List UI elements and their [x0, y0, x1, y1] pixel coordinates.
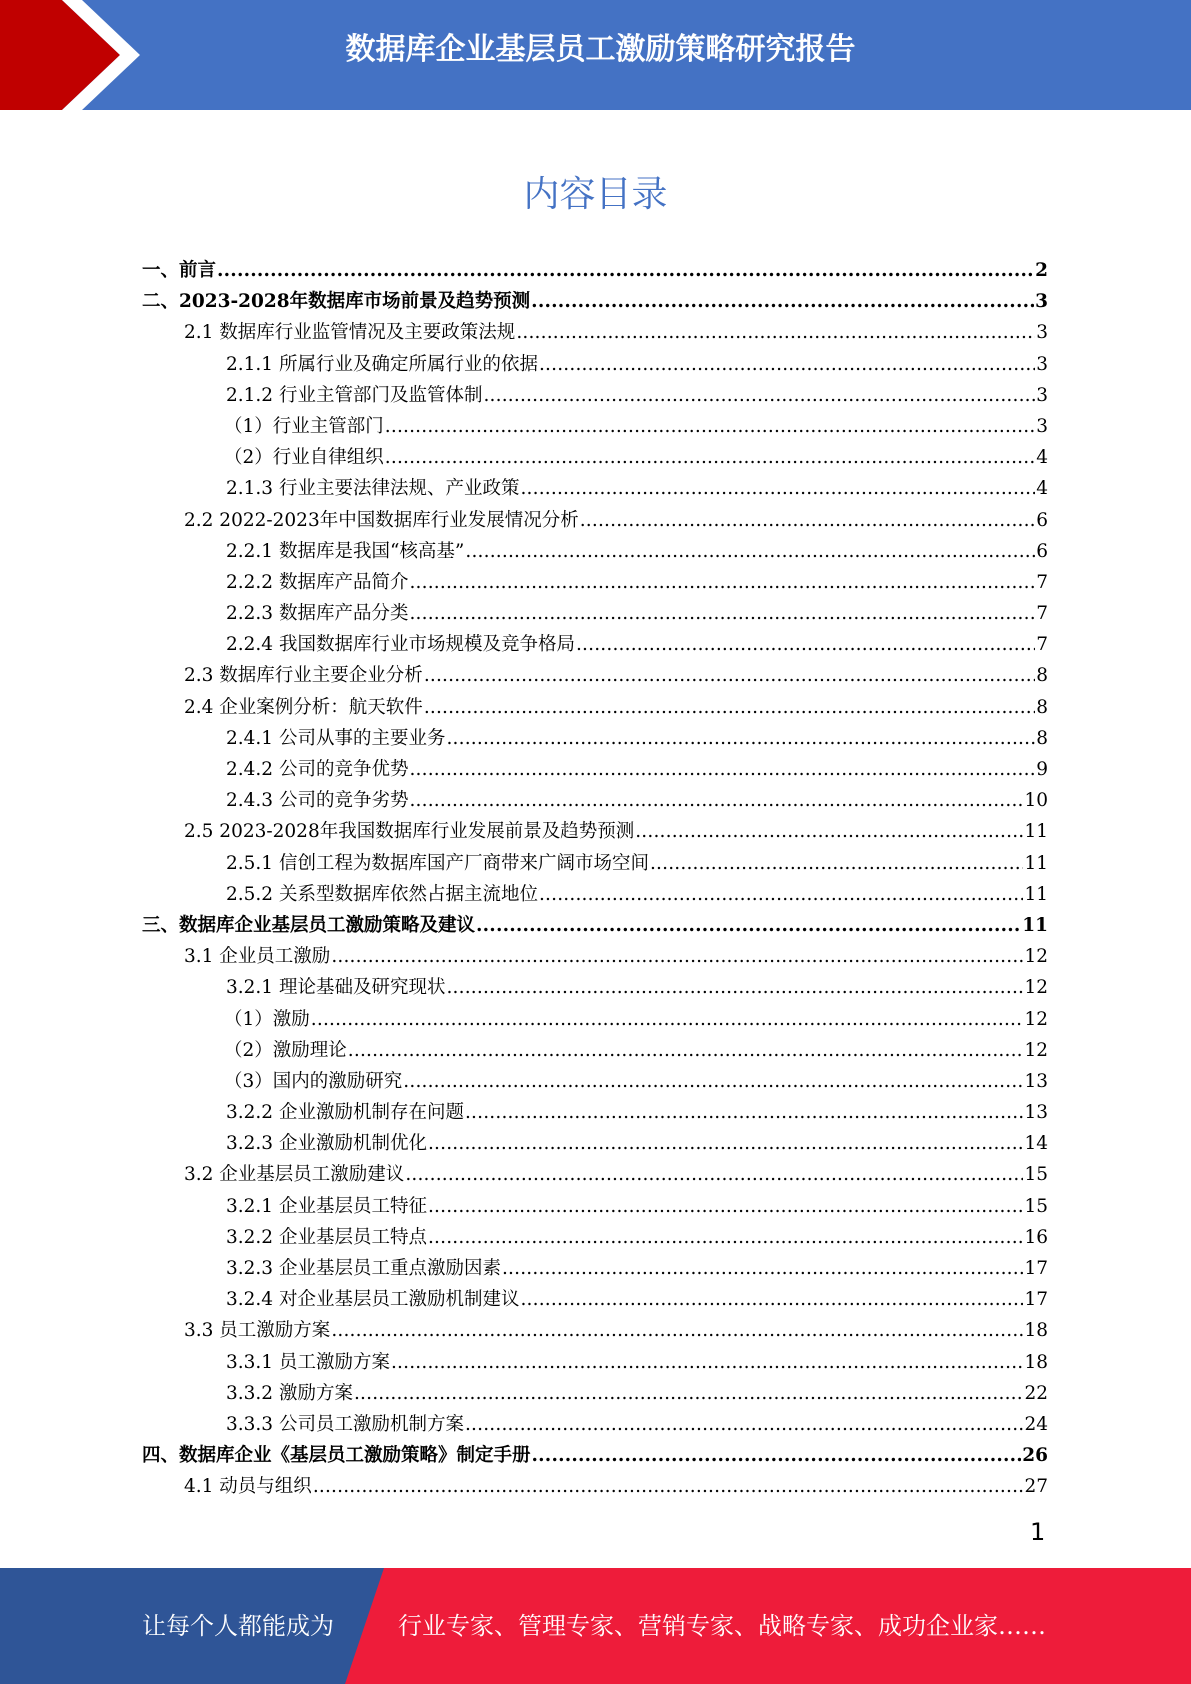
toc-entry[interactable] [142, 880, 1048, 911]
toc-leader-dots [409, 572, 1035, 593]
toc-entry-page: 11 [1024, 883, 1048, 905]
toc-leader-dots [516, 322, 1035, 343]
toc-entry[interactable] [142, 599, 1048, 630]
toc-entry-page: 3 [1035, 291, 1048, 313]
toc-entry-page: 3 [1036, 415, 1048, 437]
toc-entry-label: 2.2.4 我国数据库行业市场规模及竞争格局 [226, 634, 575, 656]
toc-entry-label: 2.4.2 公司的竞争优势 [226, 759, 409, 780]
toc-entry[interactable] [142, 1223, 1048, 1254]
toc-entry-label: 3.2.2 企业激励机制存在问题 [226, 1102, 464, 1124]
toc-entry-page: 8 [1036, 696, 1048, 718]
toc-entry[interactable] [142, 1410, 1048, 1441]
toc-entry[interactable] [142, 256, 1048, 287]
toc-entry-label: 3.2.3 企业基层员工重点激励因素 [226, 1258, 501, 1279]
toc-entry[interactable] [142, 1192, 1048, 1223]
toc-leader-dots [331, 1320, 1023, 1341]
toc-entry-page: 12 [1024, 977, 1048, 999]
page-footer [0, 1568, 1191, 1684]
toc-entry[interactable] [142, 661, 1048, 692]
toc-entry[interactable] [142, 537, 1048, 568]
toc-entry-label: 2.3 数据库行业主要企业分析 [184, 665, 423, 687]
toc-entry-label: 2.1.3 行业主要法律法规、产业政策 [226, 478, 520, 500]
toc-leader-dots [354, 1383, 1024, 1404]
toc-entry-page: 3 [1036, 322, 1048, 344]
toc-entry[interactable] [142, 755, 1048, 786]
toc-entry-label: 2.2.3 数据库产品分类 [226, 603, 409, 625]
toc-leader-dots [424, 697, 1035, 718]
toc-entry-label: 四、数据库企业《基层员工激励策略》制定手册 [142, 1445, 531, 1467]
toc-leader-dots [405, 1164, 1023, 1185]
toc-entry-page: 16 [1024, 1226, 1048, 1248]
toc-entry-label: 2.2.2 数据库产品简介 [226, 571, 409, 593]
toc-leader-dots [520, 478, 1035, 499]
toc-entry[interactable] [142, 287, 1048, 318]
toc-entry-page: 6 [1036, 509, 1048, 531]
toc-entry-label: （2）行业自律组织 [224, 447, 384, 469]
toc-entry[interactable] [142, 1379, 1048, 1410]
toc-entry[interactable] [142, 568, 1048, 599]
toc-entry-page: 11 [1022, 914, 1048, 936]
toc-entry-page: 2 [1035, 260, 1048, 281]
toc-entry-label: 3.2.2 企业基层员工特点 [226, 1226, 427, 1248]
toc-entry[interactable] [142, 1129, 1048, 1160]
toc-entry[interactable] [142, 1098, 1048, 1129]
toc-leader-dots [217, 260, 1034, 281]
toc-entry-label: 3.2.1 企业基层员工特征 [226, 1195, 427, 1217]
toc-leader-dots [520, 1289, 1023, 1310]
toc-entry[interactable] [142, 1005, 1048, 1036]
toc-leader-dots [428, 1133, 1023, 1154]
toc-leader-dots [635, 821, 1023, 842]
toc-entry-page: 22 [1024, 1382, 1048, 1404]
toc-entry-page: 13 [1024, 1102, 1048, 1124]
toc-entry-page: 7 [1036, 571, 1048, 593]
toc-leader-dots [502, 1258, 1023, 1279]
toc-entry[interactable] [142, 973, 1048, 1004]
toc-entry[interactable] [142, 630, 1048, 661]
toc-entry-page: 7 [1036, 603, 1048, 625]
toc-entry-page: 18 [1024, 1320, 1048, 1342]
toc-entry-label: 2.1.1 所属行业及确定所属行业的依据 [226, 353, 538, 375]
toc-entry-label: （1）行业主管部门 [224, 415, 384, 437]
toc-entry-page: 3 [1036, 384, 1048, 406]
page-number: 1 [1030, 1518, 1046, 1546]
toc-entry-page: 27 [1024, 1476, 1048, 1498]
toc-leader-dots [385, 416, 1035, 437]
toc-entry-page: 9 [1036, 759, 1048, 780]
header-title: 数据库企业基层员工激励策略研究报告 [345, 32, 856, 67]
toc-leader-dots [409, 759, 1035, 780]
toc-entry-page: 11 [1024, 821, 1048, 843]
toc-leader-dots [446, 977, 1023, 998]
toc-entry-page: 26 [1022, 1445, 1048, 1467]
toc-leader-dots [385, 447, 1035, 468]
toc-entry[interactable] [142, 911, 1048, 942]
footer-slogan-right: 行业专家、管理专家、营销专家、战略专家、成功企业家…… [398, 1612, 1046, 1640]
toc-entry-page: 7 [1036, 634, 1048, 656]
toc-entry-label: 三、数据库企业基层员工激励策略及建议 [142, 914, 476, 936]
toc-entry-label: 3.3.1 员工激励方案 [226, 1351, 390, 1373]
toc-entry-page: 17 [1024, 1258, 1048, 1279]
toc-entry[interactable] [142, 1160, 1048, 1191]
toc-entry[interactable] [142, 693, 1048, 724]
toc-entry-page: 11 [1024, 852, 1048, 874]
toc-entry[interactable] [142, 849, 1048, 880]
toc-entry[interactable] [142, 1067, 1048, 1098]
toc-leader-dots [331, 946, 1023, 967]
toc-entry-label: 3.2.4 对企业基层员工激励机制建议 [226, 1289, 520, 1311]
toc-entry[interactable] [142, 817, 1048, 848]
toc-entry-page: 8 [1036, 665, 1048, 687]
toc-leader-dots [446, 728, 1035, 749]
toc-entry-page: 3 [1036, 353, 1048, 375]
toc-entry[interactable] [142, 786, 1048, 817]
toc-entry-label: 3.3.2 激励方案 [226, 1382, 353, 1404]
toc-leader-dots [531, 291, 1034, 312]
toc-entry-label: 2.5.2 关系型数据库依然占据主流地位 [226, 883, 538, 905]
toc-leader-dots [424, 665, 1035, 686]
toc-entry-page: 12 [1024, 946, 1048, 968]
toc-entry-page: 15 [1024, 1195, 1048, 1217]
toc-entry-page: 8 [1036, 727, 1048, 749]
toc-entry-label: 二、2023-2028年数据库市场前景及趋势预测 [142, 291, 531, 313]
toc-entry-page: 15 [1024, 1164, 1048, 1186]
toc-entry-label: 2.1.2 行业主管部门及监管体制 [226, 384, 483, 406]
toc-entry-label: 2.4.1 公司从事的主要业务 [226, 727, 446, 749]
toc-entry-page: 17 [1024, 1289, 1048, 1311]
toc-leader-dots [465, 1414, 1023, 1435]
toc-entry-page: 4 [1036, 447, 1048, 469]
toc-entry[interactable] [142, 506, 1048, 537]
toc-entry[interactable] [142, 1472, 1048, 1503]
toc-entry-page: 14 [1024, 1133, 1048, 1155]
toc-entry-label: 一、前言 [142, 260, 217, 281]
toc-entry-page: 12 [1024, 1039, 1048, 1061]
toc-entry-page: 24 [1024, 1413, 1048, 1435]
toc-entry[interactable] [142, 1348, 1048, 1379]
toc-entry-label: 2.2 2022-2023年中国数据库行业发展情况分析 [184, 509, 579, 531]
toc-entry-page: 18 [1024, 1351, 1048, 1373]
toc-leader-dots [465, 541, 1035, 562]
toc-entry-label: 2.1 数据库行业监管情况及主要政策法规 [184, 322, 516, 344]
toc-leader-dots [650, 853, 1023, 874]
toc-entry-label: （2）激励理论 [224, 1039, 347, 1061]
toc-entry-label: （1）激励 [224, 1008, 310, 1030]
toc-leader-dots [409, 603, 1035, 624]
toc-leader-dots [539, 354, 1035, 375]
toc-entry[interactable] [142, 318, 1048, 349]
toc-leader-dots [313, 1476, 1024, 1497]
toc-leader-dots [539, 884, 1023, 905]
toc-entry-label: 3.2 企业基层员工激励建议 [184, 1164, 405, 1186]
toc-entry-label: 3.2.3 企业激励机制优化 [226, 1133, 427, 1155]
toc-entry-page: 12 [1024, 1008, 1048, 1030]
toc-leader-dots [311, 1009, 1024, 1030]
toc-entry[interactable] [142, 1254, 1048, 1285]
toc-leader-dots [403, 1071, 1023, 1092]
toc-leader-dots [428, 1227, 1023, 1248]
toc-leader-dots [465, 1102, 1023, 1123]
toc-entry-label: 2.2.1 数据库是我国“核高基” [226, 540, 465, 562]
toc-leader-dots [348, 1040, 1024, 1061]
page-header [0, 0, 1191, 110]
footer-slogan-left: 让每个人都能成为 [142, 1612, 334, 1640]
toc-title: 内容目录 [523, 174, 668, 215]
toc-entry[interactable] [142, 350, 1048, 381]
toc-entry[interactable] [142, 724, 1048, 755]
toc-entry-label: 3.2.1 理论基础及研究现状 [226, 977, 446, 999]
toc-leader-dots [576, 634, 1035, 655]
toc-leader-dots [580, 510, 1036, 531]
table-of-contents [142, 256, 1048, 1504]
toc-entry[interactable] [142, 1036, 1048, 1067]
toc-entry[interactable] [142, 1285, 1048, 1316]
toc-entry[interactable] [142, 942, 1048, 973]
toc-leader-dots [483, 385, 1035, 406]
toc-entry-label: 3.3 员工激励方案 [184, 1320, 331, 1342]
toc-entry-label: 2.4 企业案例分析：航天软件 [184, 696, 423, 718]
toc-entry[interactable] [142, 443, 1048, 474]
toc-leader-dots [532, 1445, 1022, 1466]
toc-leader-dots [428, 1196, 1023, 1217]
toc-entry[interactable] [142, 474, 1048, 505]
toc-leader-dots [476, 915, 1021, 936]
toc-entry[interactable] [142, 1441, 1048, 1472]
toc-entry-label: （3）国内的激励研究 [224, 1070, 403, 1092]
toc-entry-label: 2.4.3 公司的竞争劣势 [226, 790, 409, 812]
toc-entry-page: 13 [1024, 1070, 1048, 1092]
toc-leader-dots [391, 1352, 1023, 1373]
toc-entry-page: 10 [1024, 790, 1048, 812]
toc-entry[interactable] [142, 412, 1048, 443]
toc-entry-label: 3.3.3 公司员工激励机制方案 [226, 1413, 464, 1435]
toc-entry[interactable] [142, 381, 1048, 412]
toc-entry[interactable] [142, 1316, 1048, 1347]
toc-entry-label: 3.1 企业员工激励 [184, 946, 331, 968]
toc-entry-page: 6 [1036, 540, 1048, 562]
toc-leader-dots [409, 790, 1023, 811]
toc-entry-page: 4 [1036, 478, 1048, 500]
toc-entry-label: 2.5 2023-2028年我国数据库行业发展前景及趋势预测 [184, 821, 635, 843]
toc-entry-label: 4.1 动员与组织 [184, 1476, 312, 1498]
toc-entry-label: 2.5.1 信创工程为数据库国产厂商带来广阔市场空间 [226, 852, 649, 874]
